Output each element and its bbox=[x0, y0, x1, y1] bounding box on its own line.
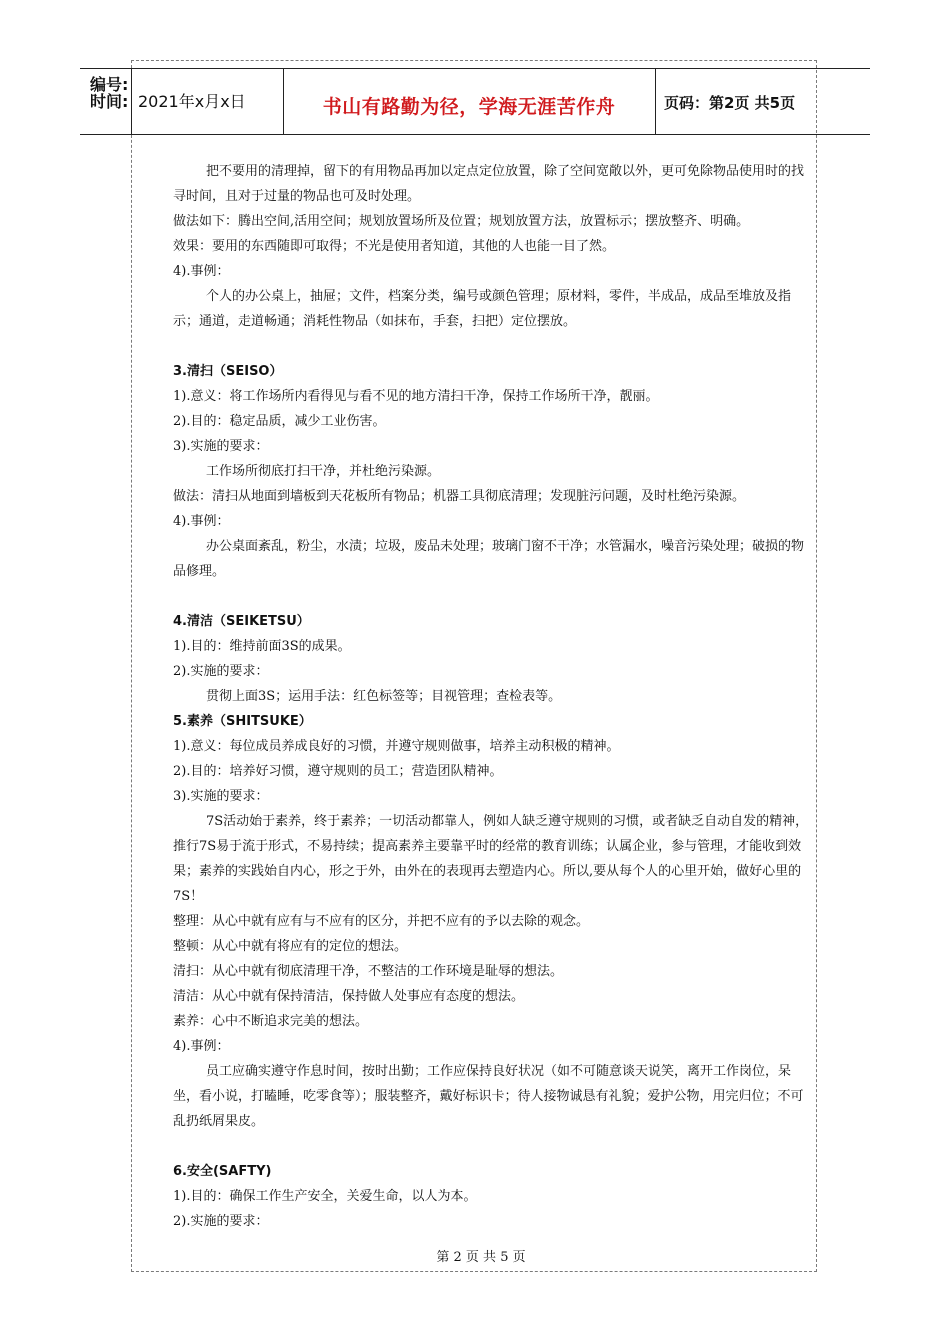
header-motto: 书山有路勤为径，学海无涯苦作舟 bbox=[322, 96, 616, 118]
section-heading: 5.素养（SHITSUKE） bbox=[173, 714, 312, 729]
paragraph: 1).目的：确保工作生产安全，关爱生命，以人为本。 bbox=[173, 1189, 477, 1204]
paragraph: 工作场所彻底打扫干净，并杜绝污染源。 bbox=[206, 464, 441, 479]
paragraph: 员工应确实遵守作息时间，按时出勤；工作应保持良好状况（如不可随意谈天说笑，离开工作岗位，呆坐，看小说，打瞌睡，吃零食等）；服装整齐，戴好标识卡；待人接物诚恳有礼貌；爱护公物，用完归位；不可乱扔纸屑果皮。 bbox=[173, 1064, 804, 1129]
paragraph-gap bbox=[173, 334, 813, 359]
header-divider-3 bbox=[655, 68, 656, 135]
paragraph: 贯彻上面3S；运用手法：红色标签等；目视管理；查检表等。 bbox=[206, 689, 562, 704]
paragraph: 2).目的：培养好习惯，遵守规则的员工；营造团队精神。 bbox=[173, 764, 503, 779]
code-label: 编号: bbox=[90, 75, 129, 94]
paragraph: 1).目的：维持前面3S的成果。 bbox=[173, 639, 351, 654]
paragraph: 办公桌面紊乱，粉尘，水渍；垃圾，废品未处理；玻璃门窗不干净；水管漏水，噪音污染处理；破损的物品修理。 bbox=[173, 539, 805, 579]
paragraph: 整理：从心中就有应有与不应有的区分，并把不应有的予以去除的观念。 bbox=[173, 914, 590, 929]
paragraph: 整顿：从心中就有将应有的定位的想法。 bbox=[173, 939, 408, 954]
footer-page-number: 第 2 页 共 5 页 bbox=[436, 1250, 526, 1265]
paragraph: 2).目的：稳定品质，减少工业伤害。 bbox=[173, 414, 386, 429]
paragraph: 素养：心中不断追求完美的想法。 bbox=[173, 1014, 369, 1029]
paragraph: 清洁：从心中就有保持清洁，保持做人处事应有态度的想法。 bbox=[173, 989, 525, 1004]
header-divider-1 bbox=[131, 68, 132, 135]
paragraph: 做法：清扫从地面到墙板到天花板所有物品；机器工具彻底清理；发现脏污问题，及时杜绝污染源。 bbox=[173, 489, 746, 504]
section-heading: 6.安全(SAFTY) bbox=[173, 1164, 272, 1179]
paragraph: 个人的办公桌上，抽屉；文件，档案分类，编号或颜色管理；原材料，零件，半成品，成品至堆放及指示；通道，走道畅通；消耗性物品（如抹布，手套，扫把）定位摆放。 bbox=[173, 289, 792, 329]
paragraph: 3).实施的要求： bbox=[173, 789, 269, 804]
header-page-number: 页码：第2页 共5页 bbox=[664, 94, 796, 112]
paragraph: 4).事例： bbox=[173, 264, 230, 279]
document-body bbox=[173, 159, 813, 1234]
time-label: 时间: bbox=[90, 92, 129, 111]
paragraph: 4).事例： bbox=[173, 514, 230, 529]
paragraph: 1).意义：将工作场所内看得见与看不见的地方清扫干净，保持工作场所干净，靓丽。 bbox=[173, 389, 659, 404]
paragraph: 清扫：从心中就有彻底清理干净，不整洁的工作环境是耻辱的想法。 bbox=[173, 964, 564, 979]
page-footer bbox=[0, 1246, 950, 1265]
paragraph: 4).事例： bbox=[173, 1039, 230, 1054]
paragraph: 2).实施的要求： bbox=[173, 1214, 269, 1229]
paragraph: 把不要用的清理掉，留下的有用物品再加以定点定位放置，除了空间宽敞以外，更可免除物品使用时的找寻时间，且对于过量的物品也可及时处理。 bbox=[173, 164, 805, 204]
paragraph: 2).实施的要求： bbox=[173, 664, 269, 679]
header-top-rule bbox=[80, 68, 870, 69]
header-date: 2021年x月x日 bbox=[138, 92, 246, 111]
paragraph: 7S活动始于素养，终于素养；一切活动都靠人，例如人缺乏遵守规则的习惯，或者缺乏自动自发的精神，推行7S易于流于形式，不易持续；提高素养主要靠平时的经常的教育训练；认属企业，参与管理，才能收到效果；素养的实践始自内心，形之于外，由外在的表现再去塑造内心。所以,要从每个人的心里开始，做好心里的7S！ bbox=[173, 814, 809, 904]
paragraph: 效果：要用的东西随即可取得；不光是使用者知道，其他的人也能一目了然。 bbox=[173, 239, 616, 254]
paragraph: 做法如下：腾出空间,活用空间；规划放置场所及位置；规划放置方法，放置标示；摆放整齐、明确。 bbox=[173, 214, 750, 229]
section-heading: 3.清扫（SEISO） bbox=[173, 364, 283, 379]
paragraph: 1).意义：每位成员养成良好的习惯，并遵守规则做事，培养主动积极的精神。 bbox=[173, 739, 620, 754]
paragraph-gap bbox=[173, 584, 813, 609]
section-heading: 4.清洁（SEIKETSU） bbox=[173, 614, 310, 629]
paragraph: 3).实施的要求： bbox=[173, 439, 269, 454]
header-bottom-rule bbox=[80, 134, 870, 135]
paragraph-gap bbox=[173, 1134, 813, 1159]
